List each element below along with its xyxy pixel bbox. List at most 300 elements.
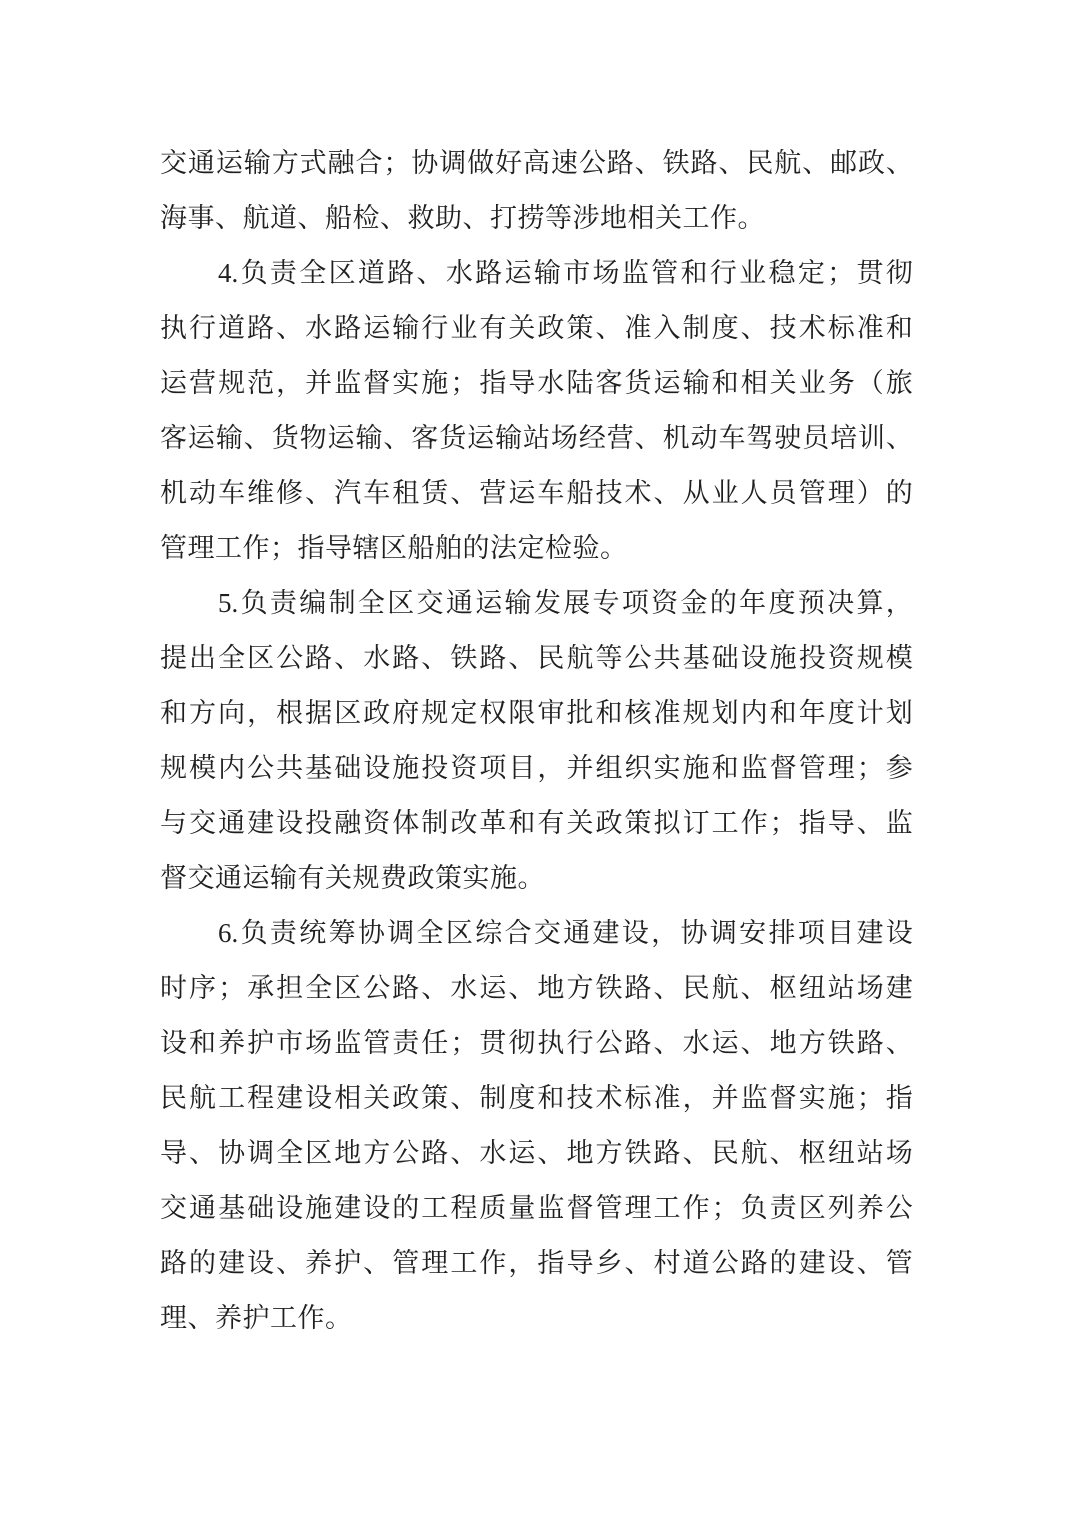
glyph: 实	[653, 753, 681, 783]
glyph: 督	[566, 1193, 594, 1223]
glyph: 彻	[508, 1028, 536, 1058]
text-line	[160, 466, 913, 521]
glyph: 纽	[827, 1138, 855, 1168]
glyph: 关	[363, 1083, 391, 1113]
text-line	[160, 631, 913, 686]
glyph: 综	[475, 918, 503, 948]
glyph: 、	[634, 148, 662, 178]
text-line	[160, 1016, 913, 1071]
glyph: 和	[160, 698, 187, 728]
glyph: 5.	[218, 588, 239, 618]
glyph: ；	[450, 1028, 478, 1058]
glyph: 建	[276, 1083, 304, 1113]
glyph: 排	[768, 918, 796, 948]
glyph: 维	[247, 478, 275, 508]
glyph: 投	[421, 753, 449, 783]
glyph: 列	[827, 1193, 855, 1223]
glyph: 路	[856, 1028, 884, 1058]
glyph: ，	[651, 918, 679, 948]
glyph: 贯	[479, 1028, 507, 1058]
glyph: 合	[355, 148, 383, 178]
glyph: 共	[653, 643, 681, 673]
glyph: 协	[218, 1138, 246, 1168]
glyph: 赁	[421, 478, 449, 508]
glyph: 站	[856, 1138, 884, 1168]
glyph: 督	[363, 368, 391, 398]
glyph: 行	[189, 313, 217, 343]
glyph: 货	[439, 423, 467, 453]
glyph: 输	[355, 423, 383, 453]
glyph: 合	[504, 918, 532, 948]
glyph: 运	[504, 258, 532, 288]
glyph: 公	[624, 643, 652, 673]
glyph: 货	[271, 423, 299, 453]
glyph: 站	[827, 973, 855, 1003]
glyph: 导	[566, 1248, 594, 1278]
glyph: ；	[711, 1193, 739, 1223]
glyph: 负	[740, 1193, 768, 1223]
text-line: 督交通运输有关规费政策实施。	[160, 863, 545, 893]
glyph: 革	[479, 808, 507, 838]
glyph: 区	[445, 918, 473, 948]
glyph: 设	[740, 643, 768, 673]
glyph: 路	[606, 148, 634, 178]
glyph: 车	[363, 478, 391, 508]
glyph: 施	[769, 643, 797, 673]
glyph: 基	[218, 1193, 246, 1223]
glyph: 实	[392, 368, 420, 398]
glyph: 旅	[885, 368, 913, 398]
glyph: 目	[827, 918, 855, 948]
glyph: 规	[218, 368, 246, 398]
glyph: 府	[392, 698, 420, 728]
glyph: 交	[533, 918, 561, 948]
glyph: 、	[189, 1138, 217, 1168]
glyph: 航	[711, 973, 739, 1003]
glyph: 公	[392, 1138, 420, 1168]
glyph: 通	[445, 588, 473, 618]
glyph: 、	[740, 1028, 768, 1058]
glyph: 公	[885, 1193, 913, 1223]
document-body	[160, 136, 913, 1346]
glyph: 项	[621, 588, 649, 618]
glyph: 方	[271, 148, 299, 178]
glyph: 、	[383, 423, 411, 453]
glyph: 负	[240, 918, 268, 948]
glyph: 投	[798, 643, 826, 673]
glyph: 全	[218, 643, 246, 673]
glyph: 地	[537, 973, 565, 1003]
glyph: 协	[411, 148, 439, 178]
glyph: 年	[739, 588, 767, 618]
glyph: 路	[334, 313, 362, 343]
glyph: 批	[566, 698, 594, 728]
glyph: 和	[885, 313, 913, 343]
glyph: 规	[856, 643, 884, 673]
glyph: 技	[769, 313, 797, 343]
glyph: 质	[479, 1193, 507, 1223]
glyph: 护	[334, 1248, 362, 1278]
glyph: 4.	[218, 258, 239, 288]
glyph: 施	[682, 753, 710, 783]
glyph: 修	[276, 478, 304, 508]
glyph: 内	[218, 753, 246, 783]
glyph: 好	[495, 148, 523, 178]
glyph: 运	[327, 423, 355, 453]
glyph: 预	[797, 588, 825, 618]
glyph: 、	[885, 423, 913, 453]
glyph: 协	[357, 918, 385, 948]
glyph: 程	[247, 1083, 275, 1113]
glyph: 运	[187, 423, 215, 453]
glyph: 通	[563, 918, 591, 948]
glyph: 施	[827, 1083, 855, 1113]
glyph: 路	[479, 643, 507, 673]
glyph: 、	[450, 1083, 478, 1113]
glyph: 航	[189, 1083, 217, 1113]
glyph: 发	[533, 588, 561, 618]
glyph: 限	[508, 698, 536, 728]
glyph: 导	[160, 1138, 187, 1168]
glyph: 并	[711, 1083, 739, 1113]
glyph: 全	[299, 258, 327, 288]
glyph: 础	[334, 753, 362, 783]
glyph: 动	[690, 423, 718, 453]
glyph: 员	[769, 478, 797, 508]
glyph: 护	[247, 1028, 275, 1058]
glyph: 路	[475, 258, 503, 288]
glyph: 方	[798, 1028, 826, 1058]
glyph: 经	[578, 423, 606, 453]
paragraph-item-5	[160, 576, 913, 906]
glyph: 运	[479, 973, 507, 1003]
glyph: 监	[334, 368, 362, 398]
glyph: 、	[682, 1138, 710, 1168]
glyph: 政	[363, 698, 391, 728]
text-line	[160, 246, 913, 301]
glyph: 订	[682, 808, 710, 838]
glyph: 全	[416, 918, 444, 948]
glyph: 运	[160, 368, 187, 398]
glyph: 模	[885, 643, 913, 673]
glyph: 路	[392, 643, 420, 673]
glyph: 地	[566, 1138, 594, 1168]
glyph: 目	[508, 753, 536, 783]
glyph: 、	[769, 1138, 797, 1168]
glyph: 输	[215, 423, 243, 453]
glyph: 养	[856, 1193, 884, 1223]
glyph: 区	[247, 643, 275, 673]
glyph: 设	[363, 753, 391, 783]
glyph: 业	[450, 313, 478, 343]
glyph: 执	[160, 313, 187, 343]
glyph: 关	[508, 313, 536, 343]
glyph: 方	[566, 973, 594, 1003]
glyph: 基	[305, 753, 333, 783]
glyph: ；	[450, 368, 478, 398]
glyph: 运	[508, 478, 536, 508]
glyph: 调	[247, 1138, 275, 1168]
glyph: 建	[885, 973, 913, 1003]
paragraph-item-6	[160, 906, 913, 1346]
glyph: 准	[856, 313, 884, 343]
glyph: 定	[797, 258, 825, 288]
glyph: ，	[682, 1083, 710, 1113]
glyph: 、	[508, 643, 536, 673]
glyph: 从	[682, 478, 710, 508]
glyph: 管	[363, 1028, 391, 1058]
text-line: 管理工作；指导辖区船舶的法定检验。	[160, 533, 628, 563]
glyph: 础	[247, 1193, 275, 1223]
glyph: ；	[769, 808, 797, 838]
glyph: 市	[563, 258, 591, 288]
glyph: 序	[189, 973, 217, 1003]
glyph: 场	[305, 1028, 333, 1058]
glyph: ，	[537, 753, 565, 783]
glyph: 监	[885, 808, 913, 838]
glyph: 统	[299, 918, 327, 948]
paragraph-item-4	[160, 246, 913, 576]
glyph: 筹	[328, 918, 356, 948]
glyph: 策	[421, 1083, 449, 1113]
glyph: 、	[718, 148, 746, 178]
glyph: 、	[508, 973, 536, 1003]
glyph: 关	[566, 808, 594, 838]
glyph: 设	[363, 1193, 391, 1223]
glyph: 、	[276, 313, 304, 343]
text-line	[160, 1236, 913, 1291]
glyph: 作	[479, 1248, 507, 1278]
glyph: 运	[475, 588, 503, 618]
glyph: 场	[592, 258, 620, 288]
glyph: 设	[276, 808, 304, 838]
glyph: 核	[624, 698, 652, 728]
glyph: 工	[653, 1193, 681, 1223]
glyph: 与	[160, 808, 187, 838]
glyph: 设	[160, 1028, 187, 1058]
glyph: ；	[856, 753, 884, 783]
glyph: 区	[328, 258, 356, 288]
glyph: 和	[189, 1028, 217, 1058]
glyph: ；	[218, 973, 246, 1003]
glyph: 指	[798, 808, 826, 838]
glyph: 技	[566, 1083, 594, 1113]
glyph: 工	[218, 1083, 246, 1113]
glyph: 方	[363, 1138, 391, 1168]
glyph: 运	[363, 313, 391, 343]
glyph: 员	[802, 423, 830, 453]
glyph: 路	[653, 1138, 681, 1168]
glyph: 输	[243, 148, 271, 178]
glyph: 道	[357, 258, 385, 288]
glyph: 、	[653, 973, 681, 1003]
glyph: 年	[798, 698, 826, 728]
glyph: ，	[885, 588, 913, 618]
glyph: 训	[858, 423, 886, 453]
glyph: 铁	[595, 973, 623, 1003]
glyph: 物	[299, 423, 327, 453]
glyph: 有	[479, 313, 507, 343]
glyph: 速	[550, 148, 578, 178]
glyph: 式	[299, 148, 327, 178]
text-line	[160, 411, 913, 466]
glyph: 输	[495, 423, 523, 453]
text-line	[160, 1126, 913, 1181]
glyph: 输	[533, 258, 561, 288]
glyph: ，	[276, 368, 304, 398]
glyph: 业	[711, 478, 739, 508]
glyph: 调	[709, 918, 737, 948]
glyph: 营	[189, 368, 217, 398]
glyph: 、	[305, 478, 333, 508]
glyph: 础	[711, 643, 739, 673]
glyph: 输	[504, 588, 532, 618]
glyph: 调	[439, 148, 467, 178]
paragraph-continuation	[160, 136, 913, 246]
glyph: 道	[218, 313, 246, 343]
glyph: 资	[827, 643, 855, 673]
glyph: 责	[269, 918, 297, 948]
glyph: 地	[334, 1138, 362, 1168]
glyph: 公	[578, 148, 606, 178]
glyph: 方	[189, 698, 217, 728]
glyph: 标	[827, 313, 855, 343]
glyph: 提	[160, 643, 187, 673]
glyph: 项	[797, 918, 825, 948]
glyph: 据	[305, 698, 333, 728]
glyph: 担	[276, 973, 304, 1003]
glyph: 工	[711, 808, 739, 838]
glyph: 、	[740, 313, 768, 343]
glyph: 、	[421, 973, 449, 1003]
glyph: 地	[769, 1028, 797, 1058]
glyph: 、	[276, 1248, 304, 1278]
glyph: 责	[269, 588, 297, 618]
glyph: 、	[856, 1248, 884, 1278]
glyph: 资	[363, 808, 391, 838]
text-line: 理、养护工作。	[160, 1303, 353, 1333]
glyph: 、	[856, 808, 884, 838]
glyph: 、	[450, 1138, 478, 1168]
glyph: 等	[595, 643, 623, 673]
glyph: 船	[566, 478, 594, 508]
glyph: 路	[690, 148, 718, 178]
glyph: ，	[247, 698, 275, 728]
glyph: 全	[357, 588, 385, 618]
glyph: 融	[334, 808, 362, 838]
glyph: 范	[247, 368, 275, 398]
glyph: 规	[682, 698, 710, 728]
glyph: 设	[827, 1248, 855, 1278]
glyph: ）	[856, 478, 884, 508]
glyph: 路	[624, 973, 652, 1003]
glyph: 建	[218, 1248, 246, 1278]
glyph: 管	[798, 478, 826, 508]
glyph: 准	[624, 313, 652, 343]
glyph: 度	[508, 1083, 536, 1113]
glyph: 安	[739, 918, 767, 948]
glyph: 枢	[769, 973, 797, 1003]
text-line	[160, 1071, 913, 1126]
glyph: 、	[885, 148, 913, 178]
glyph: 投	[305, 808, 333, 838]
glyph: 责	[269, 258, 297, 288]
glyph: 技	[595, 478, 623, 508]
glyph: 监	[537, 1193, 565, 1223]
glyph: 管	[651, 258, 679, 288]
glyph: 机	[662, 423, 690, 453]
glyph: 并	[305, 368, 333, 398]
glyph: 水	[682, 1028, 710, 1058]
glyph: 设	[305, 1083, 333, 1113]
glyph: 公	[711, 1248, 739, 1278]
text-line	[160, 961, 913, 1016]
glyph: 通	[189, 1193, 217, 1223]
glyph: 建	[592, 918, 620, 948]
glyph: 和	[508, 808, 536, 838]
glyph: 区	[334, 698, 362, 728]
glyph: 输	[392, 313, 420, 343]
glyph: 养	[305, 1248, 333, 1278]
glyph: 陆	[566, 368, 594, 398]
glyph: 内	[740, 698, 768, 728]
glyph: 术	[624, 478, 652, 508]
glyph: 区	[305, 1138, 333, 1168]
glyph: 指	[885, 1083, 913, 1113]
glyph: 区	[387, 588, 415, 618]
glyph: 建	[856, 918, 884, 948]
glyph: 路	[247, 313, 275, 343]
glyph: 交	[189, 808, 217, 838]
glyph: 路	[305, 643, 333, 673]
glyph: 时	[160, 973, 187, 1003]
glyph: 纽	[798, 973, 826, 1003]
glyph: 工	[421, 1193, 449, 1223]
glyph: 实	[798, 1083, 826, 1113]
glyph: 货	[624, 368, 652, 398]
glyph: 驾	[746, 423, 774, 453]
glyph: 相	[334, 1083, 362, 1113]
text-line	[160, 686, 913, 741]
glyph: 作	[740, 808, 768, 838]
glyph: 责	[769, 1193, 797, 1223]
glyph: 方	[595, 1138, 623, 1168]
glyph: 全	[276, 1138, 304, 1168]
glyph: 参	[885, 753, 913, 783]
glyph: 共	[276, 753, 304, 783]
glyph: 执	[537, 1028, 565, 1058]
glyph: 术	[595, 1083, 623, 1113]
glyph: 计	[856, 698, 884, 728]
glyph: 的	[769, 1248, 797, 1278]
glyph: 行	[566, 1028, 594, 1058]
glyph: 、	[653, 478, 681, 508]
glyph: 建	[334, 1193, 362, 1223]
glyph: 金	[680, 588, 708, 618]
glyph: 营	[606, 423, 634, 453]
glyph: 监	[740, 1083, 768, 1113]
glyph: 租	[392, 478, 420, 508]
glyph: 监	[740, 753, 768, 783]
glyph: 车	[218, 478, 246, 508]
glyph: 市	[276, 1028, 304, 1058]
glyph: 策	[624, 808, 652, 838]
glyph: 模	[189, 753, 217, 783]
glyph: 体	[392, 808, 420, 838]
glyph: 区	[798, 1193, 826, 1223]
glyph: （	[856, 368, 884, 398]
glyph: 负	[240, 588, 268, 618]
